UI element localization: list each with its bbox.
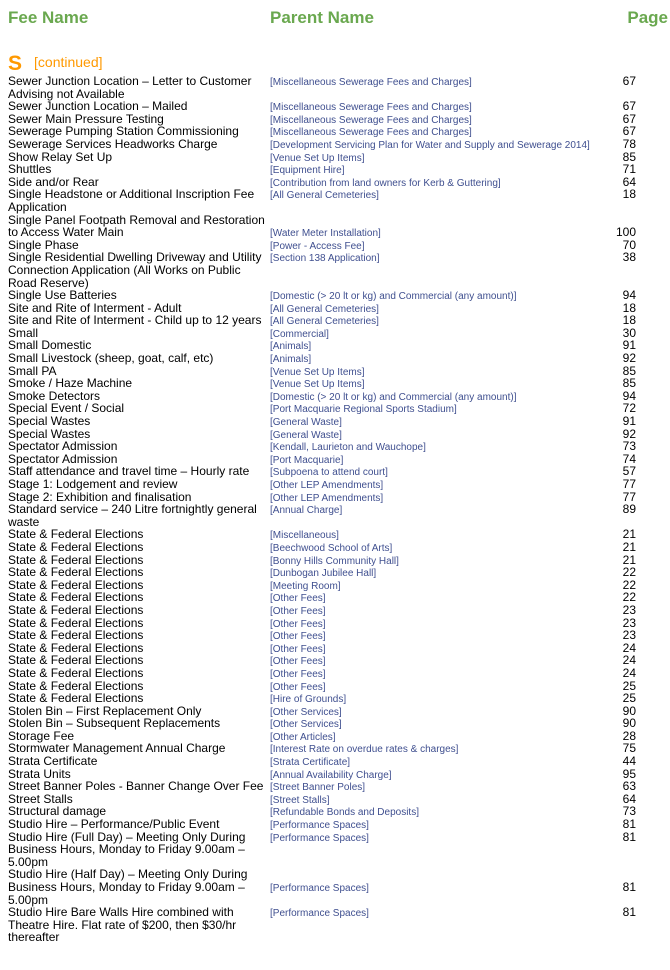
fee-name: State & Federal Elections <box>8 539 144 554</box>
parent-name: [Other Services] <box>270 706 342 718</box>
page-number: 94 <box>622 288 636 303</box>
parent-name: [Power - Access Fee] <box>270 240 365 252</box>
parent-name: [Kendall, Laurieton and Wauchope] <box>270 442 426 454</box>
fee-row <box>0 831 670 869</box>
fee-name: Small Livestock (sheep, goat, calf, etc) <box>8 351 214 366</box>
parent-name: [Other Fees] <box>270 593 326 605</box>
fee-name: State & Federal Elections <box>8 628 144 643</box>
page-number: 81 <box>622 905 636 920</box>
fee-name: Show Relay Set Up <box>8 149 113 164</box>
fee-name: Street Banner Poles - Banner Change Over Fee <box>8 779 264 794</box>
parent-name: [Hire of Grounds] <box>270 694 347 706</box>
fee-row <box>0 251 670 289</box>
fee-name: Studio Hire Bare Walls Hire combined with Theatre Hire. Flat rate of $200, then $30/hr thereafter <box>8 905 237 945</box>
page-number: 44 <box>622 754 636 769</box>
fee-name: Single Panel Footpath Removal and Restoration to Access Water Main <box>8 212 265 240</box>
fee-row <box>0 352 670 365</box>
parent-name: [Port Macquarie] <box>270 454 344 466</box>
page-number: 18 <box>622 313 636 328</box>
page-number: 28 <box>622 728 636 743</box>
fee-name: Stage 2: Exhibition and finalisation <box>8 489 192 504</box>
parent-name: [Section 138 Application] <box>270 253 380 265</box>
parent-name: [Performance Spaces] <box>270 832 369 844</box>
page-number: 18 <box>622 187 636 202</box>
page-number: 74 <box>622 451 636 466</box>
fee-name: Strata Units <box>8 766 71 781</box>
parent-name-header: Parent Name <box>270 8 374 27</box>
page-number: 64 <box>622 791 636 806</box>
page-number: 91 <box>622 338 636 353</box>
page-number: 81 <box>622 880 636 894</box>
page-number: 25 <box>622 678 636 693</box>
page-number: 24 <box>622 665 636 680</box>
parent-name: [Meeting Room] <box>270 580 341 592</box>
fee-name: Side and/or Rear <box>8 174 99 189</box>
page-number: 92 <box>622 351 636 366</box>
fee-row <box>0 100 670 113</box>
parent-name: [All General Cemeteries] <box>270 303 379 315</box>
fee-name: Storage Fee <box>8 728 75 743</box>
page-number: 63 <box>622 779 636 794</box>
parent-name: [Domestic (> 20 lt or kg) and Commercial (any amount)] <box>270 291 517 303</box>
fee-name: Structural damage <box>8 804 107 819</box>
fee-name: Special Wastes <box>8 426 91 441</box>
fee-name: Special Wastes <box>8 414 91 429</box>
parent-name: [All General Cemeteries] <box>270 316 379 328</box>
page-number: 94 <box>622 388 636 403</box>
page-number: 38 <box>622 250 636 265</box>
page-number: 72 <box>622 401 636 416</box>
parent-name: [Dunbogan Jubilee Hall] <box>270 568 377 580</box>
parent-name: [Venue Set Up Items] <box>270 379 365 391</box>
parent-name: [Other LEP Amendments] <box>270 492 384 504</box>
fee-name: Stage 1: Lodgement and review <box>8 477 178 491</box>
parent-name: [Other Services] <box>270 719 342 731</box>
page-number: 64 <box>622 174 636 189</box>
fee-name: Site and Rite of Interment - Adult <box>8 300 182 315</box>
page-header: Page <box>627 8 668 27</box>
page-number: 23 <box>622 628 636 643</box>
parent-name: [Miscellaneous Sewerage Fees and Charges] <box>270 127 472 139</box>
page-number: 22 <box>622 577 636 592</box>
fee-name: State & Federal Elections <box>8 552 144 567</box>
page-number: 91 <box>622 414 636 429</box>
fee-name: Street Stalls <box>8 791 73 806</box>
parent-name: [Miscellaneous Sewerage Fees and Charges] <box>270 77 472 88</box>
fee-name: Small Domestic <box>8 338 92 353</box>
parent-name: [Other Fees] <box>270 631 326 643</box>
section-continued-note: [continued] <box>34 54 103 70</box>
page-number: 95 <box>622 766 636 781</box>
fee-row <box>0 667 670 680</box>
page-number: 67 <box>622 124 636 139</box>
page-number: 24 <box>622 640 636 655</box>
page-number: 22 <box>622 565 636 580</box>
fee-name: State & Federal Elections <box>8 577 144 592</box>
fee-row <box>0 503 670 528</box>
parent-name: [Interest Rate on overdue rates & charges] <box>270 744 459 756</box>
fee-name: State & Federal Elections <box>8 653 144 668</box>
fee-row <box>0 214 670 239</box>
page-number: 73 <box>622 804 636 819</box>
fee-row <box>0 289 670 302</box>
page-number: 77 <box>622 489 636 504</box>
fee-name: Smoke Detectors <box>8 388 101 403</box>
fee-name: State & Federal Elections <box>8 590 144 605</box>
fee-name: Single Headstone or Additional Inscription Fee Application <box>8 187 255 214</box>
fee-name: Sewer Main Pressure Testing <box>8 111 164 126</box>
parent-name: [Other Fees] <box>270 656 326 668</box>
parent-name: [Miscellaneous Sewerage Fees and Charges] <box>270 102 472 114</box>
parent-name: [Venue Set Up Items] <box>270 152 365 164</box>
fee-row <box>0 138 670 151</box>
page-number: 70 <box>622 237 636 252</box>
fee-row <box>0 692 670 705</box>
parent-name: [Port Macquarie Regional Sports Stadium] <box>270 404 457 416</box>
parent-name: [Other LEP Amendments] <box>270 480 384 491</box>
fee-row <box>0 402 670 415</box>
fee-name: State & Federal Elections <box>8 665 144 680</box>
section-heading <box>8 52 103 76</box>
fee-row <box>0 327 670 340</box>
fee-row <box>0 75 670 100</box>
fee-name: Shuttles <box>8 162 52 177</box>
page-number: 21 <box>622 539 636 554</box>
page-number: 92 <box>622 426 636 441</box>
fee-name: State & Federal Elections <box>8 691 144 706</box>
fee-row <box>0 566 670 579</box>
fee-name: State & Federal Elections <box>8 602 144 617</box>
fee-row <box>0 629 670 642</box>
page-number: 81 <box>622 817 636 832</box>
fee-name: Sewer Junction Location – Mailed <box>8 99 188 114</box>
fee-name: Staff attendance and travel time – Hourly rate <box>8 464 250 479</box>
parent-name: [Venue Set Up Items] <box>270 366 365 378</box>
fee-index-list <box>0 75 670 944</box>
page-number: 30 <box>622 325 636 340</box>
fee-name: Single Phase <box>8 237 79 252</box>
parent-name: [Miscellaneous Sewerage Fees and Charges] <box>270 114 472 126</box>
parent-name: [Other Fees] <box>270 668 326 680</box>
fee-name: State & Federal Elections <box>8 678 144 693</box>
page-number: 67 <box>622 74 636 88</box>
parent-name: [Development Servicing Plan for Water and Supply and Sewerage 2014] <box>270 139 590 151</box>
fee-name: Special Event / Social <box>8 401 125 416</box>
fee-row <box>0 742 670 755</box>
fee-name: Single Use Batteries <box>8 288 117 303</box>
fee-row <box>0 478 670 491</box>
parent-name: [General Waste] <box>270 417 342 429</box>
page-number: 23 <box>622 615 636 630</box>
fee-name: Single Residential Dwelling Driveway and Utility Connection Application (All Works on Public Road Reserve) <box>8 250 262 290</box>
fee-row <box>0 377 670 390</box>
parent-name: [Domestic (> 20 lt or kg) and Commercial (any amount)] <box>270 391 517 403</box>
parent-name: [All General Cemeteries] <box>270 190 379 202</box>
page-number: 22 <box>622 590 636 605</box>
fee-row <box>0 440 670 453</box>
fee-row <box>0 314 670 327</box>
fee-name: State & Federal Elections <box>8 615 144 630</box>
page-number: 25 <box>622 691 636 706</box>
fee-row <box>0 818 670 831</box>
parent-name: [Beechwood School of Arts] <box>270 542 393 554</box>
fee-name: Strata Certificate <box>8 754 98 769</box>
fee-name: Stormwater Management Annual Charge <box>8 741 226 756</box>
fee-name: Site and Rite of Interment - Child up to 12 years <box>8 313 262 328</box>
parent-name: [Animals] <box>270 354 312 366</box>
parent-name: [Performance Spaces] <box>270 908 369 920</box>
page-number: 75 <box>622 741 636 756</box>
page-number: 89 <box>622 502 636 517</box>
fee-row <box>0 868 670 906</box>
fee-name: Sewer Junction Location – Letter to Customer Advising not Available <box>8 74 252 101</box>
fee-name: Spectator Admission <box>8 451 118 466</box>
page-number: 81 <box>622 829 636 844</box>
page-number: 67 <box>622 111 636 126</box>
fee-row <box>0 906 670 944</box>
page-number: 90 <box>622 716 636 731</box>
fee-row <box>0 415 670 428</box>
fee-name: Small <box>8 325 39 340</box>
parent-name: [Other Articles] <box>270 731 336 743</box>
parent-name: [Strata Certificate] <box>270 757 351 769</box>
parent-name: [Commercial] <box>270 328 329 340</box>
fee-row <box>0 188 670 213</box>
parent-name: [Other Fees] <box>270 618 326 630</box>
page-number: 85 <box>622 376 636 391</box>
page-number: 57 <box>622 464 636 479</box>
fee-name: Stolen Bin – First Replacement Only <box>8 703 202 718</box>
page-number: 77 <box>622 477 636 491</box>
fee-row <box>0 755 670 768</box>
fee-name: Studio Hire (Half Day) – Meeting Only During Business Hours, Monday to Friday 9.00am – 5.00pm <box>8 867 248 907</box>
parent-name: [Performance Spaces] <box>270 820 369 832</box>
parent-name: [Other Fees] <box>270 681 326 693</box>
fee-row <box>0 780 670 793</box>
parent-name: [Animals] <box>270 341 312 353</box>
fee-name: Standard service – 240 Litre fortnightly general waste <box>8 502 257 529</box>
parent-name: [Bonny Hills Community Hall] <box>270 555 399 567</box>
page-number: 100 <box>615 225 636 240</box>
fee-name: Sewerage Pumping Station Commissioning <box>8 124 239 139</box>
parent-name: [Equipment Hire] <box>270 165 345 177</box>
fee-name-header: Fee Name <box>8 8 89 27</box>
page-number: 71 <box>622 162 636 177</box>
parent-name: [Refundable Bonds and Deposits] <box>270 807 419 819</box>
parent-name: [Performance Spaces] <box>270 883 369 894</box>
fee-row <box>0 151 670 164</box>
parent-name: [Street Banner Poles] <box>270 782 366 794</box>
fee-row <box>0 163 670 176</box>
fee-row <box>0 604 670 617</box>
fee-name: State & Federal Elections <box>8 565 144 580</box>
fee-name: Stolen Bin – Subsequent Replacements <box>8 716 221 731</box>
parent-name: [Contribution from land owners for Kerb & Guttering] <box>270 177 501 189</box>
fee-name: Spectator Admission <box>8 439 118 454</box>
fee-row <box>0 541 670 554</box>
fee-name: Small PA <box>8 363 57 378</box>
page-number: 85 <box>622 149 636 164</box>
parent-name: [General Waste] <box>270 429 342 441</box>
page-number: 73 <box>622 439 636 454</box>
fee-name: State & Federal Elections <box>8 640 144 655</box>
page-number: 21 <box>622 527 636 542</box>
parent-name: [Other Fees] <box>270 643 326 655</box>
parent-name: [Subpoena to attend court] <box>270 467 388 479</box>
fee-name: Studio Hire (Full Day) – Meeting Only During Business Hours, Monday to Friday 9.00am – 5.00pm <box>8 829 246 869</box>
page-number: 18 <box>622 300 636 315</box>
fee-name: Sewerage Services Headworks Charge <box>8 136 218 151</box>
fee-name: Studio Hire – Performance/Public Event <box>8 817 220 832</box>
page-number: 21 <box>622 552 636 567</box>
page-number: 78 <box>622 136 636 151</box>
page-number: 85 <box>622 363 636 378</box>
fee-name: State & Federal Elections <box>8 527 144 542</box>
page-number: 24 <box>622 653 636 668</box>
fee-row <box>0 717 670 730</box>
parent-name: [Other Fees] <box>270 605 326 617</box>
parent-name: [Water Meter Installation] <box>270 228 381 240</box>
page-number: 90 <box>622 703 636 718</box>
page-number: 67 <box>622 99 636 114</box>
parent-name: [Annual Charge] <box>270 505 343 517</box>
fee-name: Smoke / Haze Machine <box>8 376 133 391</box>
section-letter: S <box>8 52 23 75</box>
parent-name: [Street Stalls] <box>270 794 330 806</box>
page-number: 23 <box>622 602 636 617</box>
parent-name: [Miscellaneous] <box>270 530 339 542</box>
parent-name: [Annual Availability Charge] <box>270 769 392 781</box>
